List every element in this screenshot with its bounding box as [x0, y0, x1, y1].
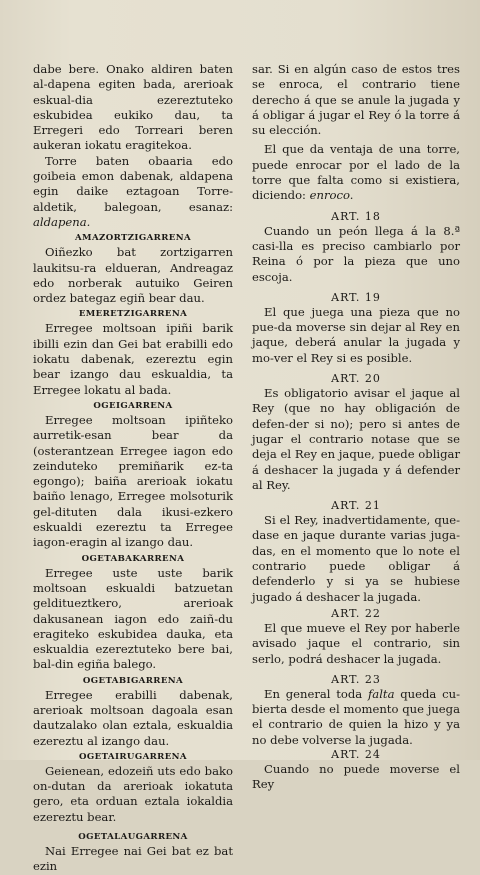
emphasis: falta: [368, 686, 395, 701]
article-heading: ART. 24: [331, 747, 381, 761]
section-heading: OGETALAUGARRENA: [78, 832, 188, 843]
paragraph: [252, 142, 460, 203]
article-heading: ART. 22: [331, 606, 381, 620]
paragraph-text: En general toda: [264, 686, 368, 701]
paragraph: Erregee erabilli dabenak, arerioak moltsoan dagoala esan dautzalako olan eztala, eskualdia ezereztu al izango dau.: [33, 687, 233, 748]
paragraph: Oiñezko bat zortzigarren laukitsu-ra eldueran, Andreagaz edo norberak autuiko Geiren ordez bategaz egiñ bear dau.: [33, 245, 233, 306]
emphasis: aldapena.: [33, 214, 91, 229]
paragraph: [33, 154, 233, 230]
article-heading: ART. 20: [331, 372, 381, 386]
section-heading: OGETABIGARRENA: [82, 675, 184, 686]
paragraph: El que mueve el Rey por haberle avisado jaque el contrario, sin serlo, podrá deshacer la jugada.: [252, 620, 460, 666]
section-heading: EMERETZIGARRENA: [78, 309, 188, 320]
paragraph: Es obligatorio avisar el jaque al Rey (que no hay obligación de defen-der si no); pero si antes de jugar el contrario notase que se deja el Rey en jaque, puede obligar á deshacer la jugada y á defender al Rey.: [252, 386, 460, 492]
paragraph: Cuando no puede moverse el Rey: [252, 761, 460, 792]
emphasis: enroco.: [309, 188, 354, 203]
paragraph: Geienean, edozeiñ uts edo bako on-dutan da arerioak iokatuta gero, eta orduan eztala iokaldia ezereztu bear.: [33, 763, 233, 824]
paragraph-text: queda cu-bierta desde el momento que juega el contrario de quien la hizo y ya no debe volverse la jugada.: [252, 686, 460, 747]
section-heading: OGETAIRUGARRENA: [79, 751, 187, 762]
paragraph: Cuando un peón llega á la 8.ª casi-lla es preciso cambiarlo por Reina ó por la pieza que uno escoja.: [252, 223, 460, 284]
paragraph: Si el Rey, inadvertidamente, que-dase en jaque durante varias juga-das, en el momento que lo note el contrario puede obligar á defenderlo y si ya se hubiese jugado á deshacer la jugada.: [252, 513, 460, 604]
paragraph: sar. Si en algún caso de estos tres se enroca, el contrario tiene derecho á que se anule la jugada y á obligar á jugar el Rey ó la torre á su elección.: [252, 62, 460, 138]
article-heading: ART. 18: [331, 209, 381, 223]
paragraph-text: El que da ventaja de una torre, puede enrocar por el lado de la torre que falta como si existiera, diciendo:: [252, 142, 460, 203]
spanish-column: [252, 62, 460, 793]
article-heading: ART. 23: [331, 672, 381, 686]
basque-column: [33, 62, 233, 875]
paragraph: Nai Erregee nai Gei bat ez bat ezin: [33, 844, 233, 874]
paragraph-text: Torre baten obaaria edo goibeia emon dabenak, aldapena egin daike eztagoan Torre-aldetik, balegoan, esanaz:: [33, 153, 233, 214]
article-heading: ART. 19: [331, 290, 381, 304]
section-heading: AMAZORTZIGARRENA: [74, 233, 192, 244]
paragraph: Erregee moltsoan ipiñteko aurretik-esan bear da (osterantzean Erregee iagon edo zeinduteko premiñarik ez-ta egongo); baiña arerioak iokatu baiño lenago, Erregee molsoturik gel-dituten dala ikusi-ezkero eskualdi ezereztu ta Erregee iagon-eragin al izango dau.: [33, 412, 233, 550]
section-heading: OGEIGARRENA: [93, 400, 173, 411]
article-heading: ART. 21: [331, 499, 381, 513]
paragraph: Erregee uste uste barik moltsoan eskualdi batzuetan gelditueztkero, arerioak dakusanean iagon edo zaiñ-du eragiteko eskubidea dauka, eta eskualdia ezereztuteko bere bai, bal-din egiña balego.: [33, 565, 233, 672]
paragraph: El que juega una pieza que no pue-da moverse sin dejar al Rey en jaque, deberá anular la jugada y mo-ver el Rey si es posible.: [252, 304, 460, 365]
paragraph: dabe bere. Onako aldiren baten al-dapena egiten bada, arerioak eskual-dia ezereztuteko eskubidea eukiko dau, ta Erregeri edo Torreari beren aukeran iokatu eragitekoa.: [33, 62, 233, 153]
paragraph: Erregee moltsoan ipiñi barik ibilli ezin dan Gei bat erabilli edo iokatu dabenak, ezereztu egin bear izango dau eskualdia, ta Erregee lokatu al bada.: [33, 321, 233, 397]
paragraph: [252, 687, 460, 748]
section-heading: OGETABAKARRENA: [81, 553, 185, 564]
